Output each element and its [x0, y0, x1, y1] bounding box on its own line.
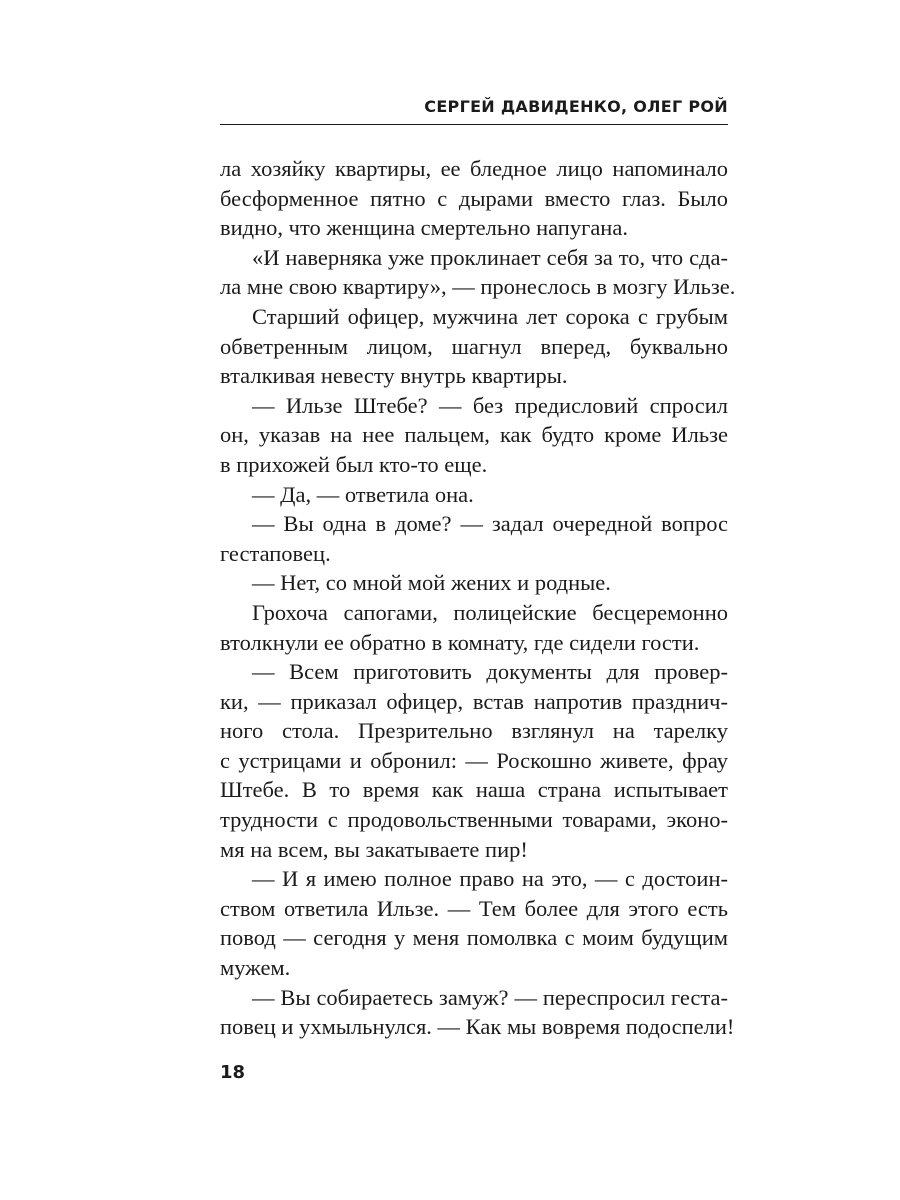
text-line: — Вы одна в доме? — задал очередной вопрос	[252, 511, 728, 537]
text-line: ла хозяйку квартиры, ее бледное лицо напоминало	[220, 156, 728, 181]
text-line: повод — сегодня у меня помолвка с моим будущим	[220, 925, 728, 951]
text-line: втолкнули ее обратно в комнату, где сидели гости.	[220, 629, 700, 655]
text-line: ством ответила Ильзе. — Тем более для этого есть	[220, 895, 728, 921]
text-line: Старший офицер, мужчина лет сорока с грубым	[252, 303, 728, 329]
text-line: гестаповец.	[220, 540, 331, 566]
running-header: СЕРГЕЙ ДАВИДЕНКО, ОЛЕГ РОЙ	[424, 97, 728, 116]
text-line: бесформенное пятно с дырами вместо глаз. Было	[220, 185, 728, 211]
text-line: обветренным лицом, шагнул вперед, буквально	[220, 333, 728, 359]
text-line: — Вы собираетесь замуж? — переспросил геста-	[252, 984, 728, 1010]
text-line: в прихожей был кто-то еще.	[220, 451, 488, 477]
text-line: — И я имею полное право на это, — с достоин-	[252, 866, 728, 892]
body-text	[220, 154, 736, 1042]
text-line: «И наверняка уже проклинает себя за то, что сда-	[252, 244, 728, 270]
text-line: мя на всем, вы закатываете пир!	[220, 836, 528, 862]
text-line: мужем.	[220, 955, 291, 981]
text-line: трудности с продовольственными товарами, эконо-	[220, 807, 728, 833]
text-line: ки, — приказал офицер, встав напротив празднич-	[220, 688, 728, 714]
text-line: вталкивая невесту внутрь квартиры.	[220, 363, 568, 389]
header-rule	[220, 124, 728, 125]
text-line: — Ильзе Штебе? — без предисловий спросил	[252, 392, 728, 418]
text-line: с устрицами и обронил: — Роскошно живете, фрау	[220, 747, 728, 773]
text-line: ного стола. Презрительно взглянул на тарелку	[220, 718, 728, 744]
page-number: 18	[220, 1062, 246, 1083]
text-line: — Да, — ответила она.	[252, 481, 474, 507]
text-line: — Всем приготовить документы для провер-	[252, 659, 728, 685]
text-line: повец и ухмыльнулся. — Как мы вовремя подоспели!	[220, 1014, 735, 1040]
text-line: — Нет, со мной мой жених и родные.	[252, 570, 611, 596]
text-line: ла мне свою квартиру», — пронеслось в мозгу Ильзе.	[220, 274, 736, 300]
text-line: он, указав на нее пальцем, как будто кроме Ильзе	[220, 422, 728, 448]
text-line: Грохоча сапогами, полицейские бесцеремонно	[252, 599, 728, 625]
text-line: Штебе. В то время как наша страна испытывает	[220, 777, 728, 803]
text-line: видно, что женщина смертельно напугана.	[220, 215, 628, 241]
